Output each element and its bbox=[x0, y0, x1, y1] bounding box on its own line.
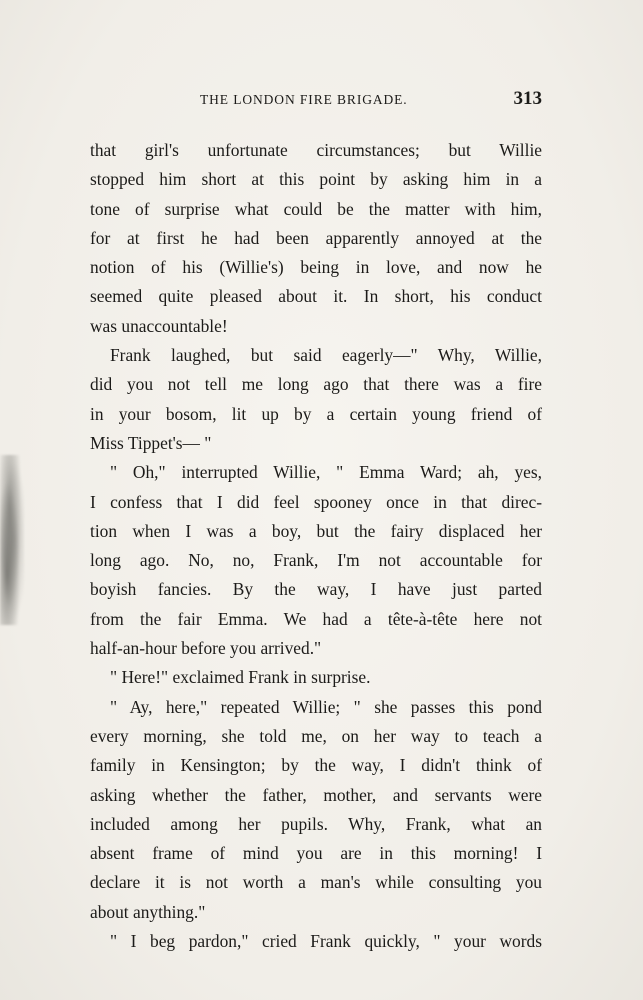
text-line: asking whether the father, mother, and servants were bbox=[90, 784, 542, 805]
text-line: in your bosom, lit up by a certain young friend of bbox=[90, 403, 542, 424]
text-line: from the fair Emma. We had a tête-à-tête here not bbox=[90, 608, 542, 629]
text-line: included among her pupils. Why, Frank, what an bbox=[90, 813, 542, 834]
text-line: every morning, she told me, on her way to teach a bbox=[90, 725, 542, 746]
text-line: Miss Tippet's— " bbox=[90, 432, 212, 453]
body-text bbox=[90, 136, 542, 956]
text-line: absent frame of mind you are in this morning! I bbox=[90, 843, 542, 864]
page-number: 313 bbox=[513, 88, 542, 109]
text-line: for at first he had been apparently annoyed at the bbox=[90, 227, 542, 248]
text-line: I confess that I did feel spooney once in that direc- bbox=[90, 491, 542, 512]
text-line: stopped him short at this point by asking him in a bbox=[90, 169, 542, 190]
text-line: was unaccountable! bbox=[90, 315, 228, 336]
text-line: Frank laughed, but said eagerly—" Why, Willie, bbox=[110, 345, 542, 366]
text-line: about anything." bbox=[90, 901, 206, 922]
text-line: " I beg pardon," cried Frank quickly, " your words bbox=[110, 931, 542, 952]
text-line: tion when I was a boy, but the fairy displaced her bbox=[90, 520, 542, 541]
text-line: notion of his (Willie's) being in love, and now he bbox=[90, 257, 542, 278]
text-line: half-an-hour before you arrived." bbox=[90, 638, 322, 659]
text-line: declare it is not worth a man's while consulting you bbox=[90, 872, 542, 893]
page-header bbox=[90, 88, 542, 112]
text-line: " Oh," interrupted Willie, " Emma Ward; ah, yes, bbox=[110, 462, 542, 483]
text-line: seemed quite pleased about it. In short, his conduct bbox=[90, 286, 542, 307]
text-line: did you not tell me long ago that there was a fire bbox=[90, 374, 542, 395]
text-line: long ago. No, no, Frank, I'm not accountable for bbox=[90, 550, 542, 571]
text-line: that girl's unfortunate circumstances; but Willie bbox=[90, 140, 542, 160]
text-line: family in Kensington; by the way, I didn't think of bbox=[90, 755, 542, 776]
text-line: " Here!" exclaimed Frank in surprise. bbox=[110, 667, 371, 688]
text-line: " Ay, here," repeated Willie; " she passes this pond bbox=[110, 696, 542, 717]
running-title: THE LONDON FIRE BRIGADE. bbox=[200, 92, 408, 107]
page-stain bbox=[0, 455, 24, 625]
text-line: boyish fancies. By the way, I have just parted bbox=[90, 579, 542, 600]
text-line: tone of surprise what could be the matter with him, bbox=[90, 198, 542, 219]
